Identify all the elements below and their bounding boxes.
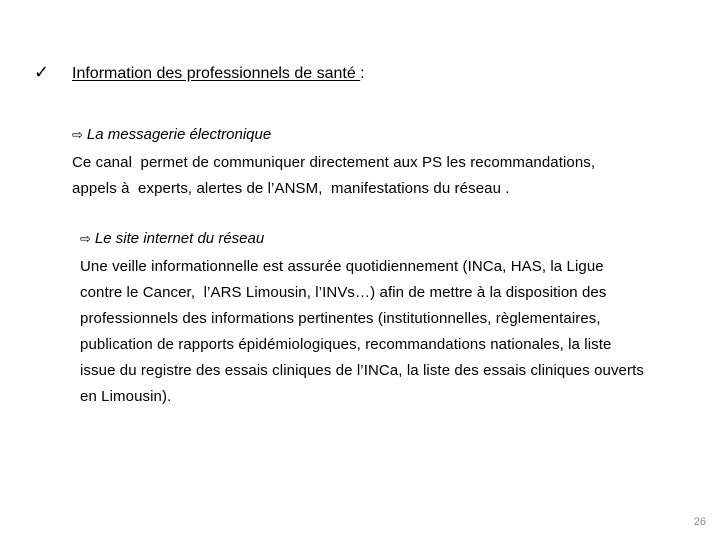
- paragraph-line: professionnels des informations pertinentes (institutionnelles, règlementaires,: [80, 310, 601, 327]
- paragraph-line: publication de rapports épidémiologiques, recommandations nationales, la liste: [80, 336, 612, 353]
- paragraph-line: Une veille informationnelle est assurée quotidiennement (INCa, HAS, la Ligue: [80, 258, 604, 275]
- page-number: 26: [693, 516, 706, 528]
- heading-colon: :: [360, 65, 365, 82]
- subsection-label: Le site internet du réseau: [94, 230, 265, 247]
- paragraph-messagerie: [72, 150, 595, 202]
- paragraph-line: contre le Cancer, l’ARS Limousin, l’INVs…) afin de mettre à la disposition des: [80, 284, 607, 301]
- checkmark-icon: ✓: [34, 62, 50, 83]
- heading-title: Information des professionnels de santé: [72, 65, 361, 82]
- subsection-label: La messagerie électronique: [86, 126, 272, 143]
- subsection-title-site-internet: [80, 229, 264, 250]
- subsection-title-messagerie: [72, 125, 271, 146]
- section-heading: [72, 64, 365, 84]
- paragraph-line: issue du registre des essais cliniques de l’INCa, la liste des essais cliniques ouverts: [80, 362, 644, 379]
- arrow-right-icon: ⇨: [80, 232, 91, 247]
- paragraph-line: Ce canal permet de communiquer directement aux PS les recommandations,: [72, 154, 596, 171]
- arrow-right-icon: ⇨: [72, 128, 83, 143]
- paragraph-site-internet: [80, 254, 644, 410]
- paragraph-line: en Limousin).: [80, 388, 172, 405]
- paragraph-line: appels à experts, alertes de l’ANSM, manifestations du réseau .: [72, 180, 510, 197]
